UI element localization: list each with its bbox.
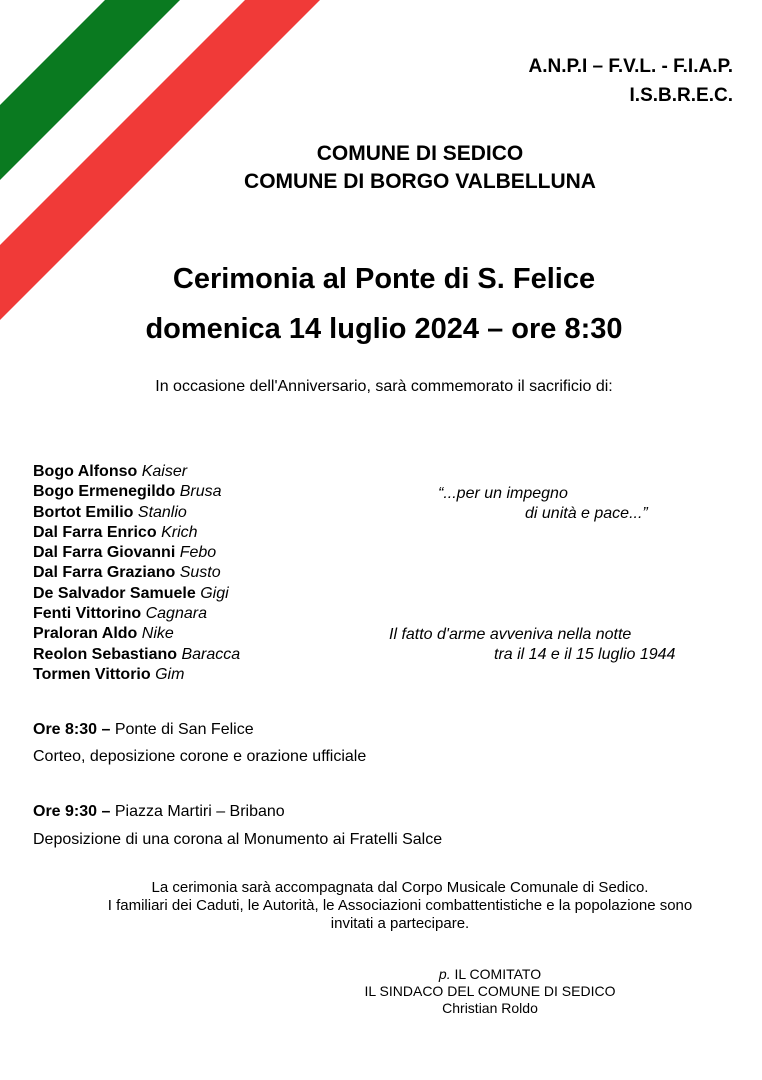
- list-item: Reolon Sebastiano Baracca: [33, 645, 241, 663]
- signature-prefix: p.: [438, 966, 451, 982]
- event-2-place: Piazza Martiri – Bribano: [114, 803, 285, 820]
- quote-line-2: di unità e pace...”: [525, 505, 648, 522]
- page-title: [0, 254, 762, 354]
- list-item: Tormen Vittorio Gim: [33, 665, 185, 683]
- municipality-2: COMUNE DI BORGO VALBELLUNA: [244, 170, 596, 193]
- list-item: Dal Farra Graziano Susto: [33, 564, 221, 582]
- intro-text: In occasione dell'Anniversario, sarà commemorato il sacrificio di:: [155, 378, 613, 395]
- event-2-description: Deposizione di una corona al Monumento ai Fratelli Salce: [33, 831, 443, 848]
- list-item: De Salvador Samuele Gigi: [33, 584, 229, 602]
- footer-line-1: La cerimonia sarà accompagnata dal Corpo Musicale Comunale di Sedico.: [151, 879, 649, 896]
- list-item: Bogo Ermenegildo Brusa: [33, 483, 222, 501]
- signature-mayor-name: Christian Roldo: [442, 1000, 538, 1016]
- list-item: Praloran Aldo Nike: [33, 625, 174, 643]
- municipality-1: COMUNE DI SEDICO: [316, 142, 524, 165]
- list-item: Dal Farra Giovanni Febo: [33, 544, 217, 562]
- municipalities: [0, 140, 762, 196]
- org-line-2: I.S.B.R.E.C.: [629, 85, 733, 106]
- quote-line-1: “...per un impegno: [438, 485, 568, 502]
- title-line-1: Cerimonia al Ponte di S. Felice: [172, 263, 596, 295]
- fact-line-2: tra il 14 e il 15 luglio 1944: [494, 646, 676, 663]
- event-1-time: Ore 8:30 –: [33, 721, 111, 738]
- fallen-names-list: [33, 462, 240, 685]
- footer-line-2: I familiari dei Caduti, le Autorità, le Associazioni combattentistiche e la popolazione sono: [107, 897, 693, 914]
- footer-note: [0, 879, 762, 933]
- footer-line-3: invitati a partecipare.: [330, 915, 470, 932]
- list-item: Bortot Emilio Stanlio: [33, 503, 187, 521]
- list-item: Dal Farra Enrico Krich: [33, 523, 198, 541]
- signature-block: [0, 966, 762, 1017]
- signature-committee: p. IL COMITATO: [438, 966, 542, 982]
- event-1-place: Ponte di San Felice: [114, 721, 254, 738]
- fact-line-1: Il fatto d'arme avveniva nella notte: [389, 626, 632, 643]
- event-2-header: [33, 803, 285, 821]
- signature-mayor-title: IL SINDACO DEL COMUNE DI SEDICO: [364, 983, 616, 999]
- list-item: Fenti Vittorino Cagnara: [33, 605, 207, 623]
- org-line-1: A.N.P.I – F.V.L. - F.I.A.P.: [528, 56, 733, 77]
- event-1-header: [33, 721, 254, 739]
- event-1-description: Corteo, deposizione corone e orazione ufficiale: [33, 748, 367, 765]
- event-2-time: Ore 9:30 –: [33, 803, 111, 820]
- title-line-2: domenica 14 luglio 2024 – ore 8:30: [145, 313, 623, 345]
- organizations-header: [528, 52, 733, 110]
- list-item: Bogo Alfonso Kaiser: [33, 463, 188, 480]
